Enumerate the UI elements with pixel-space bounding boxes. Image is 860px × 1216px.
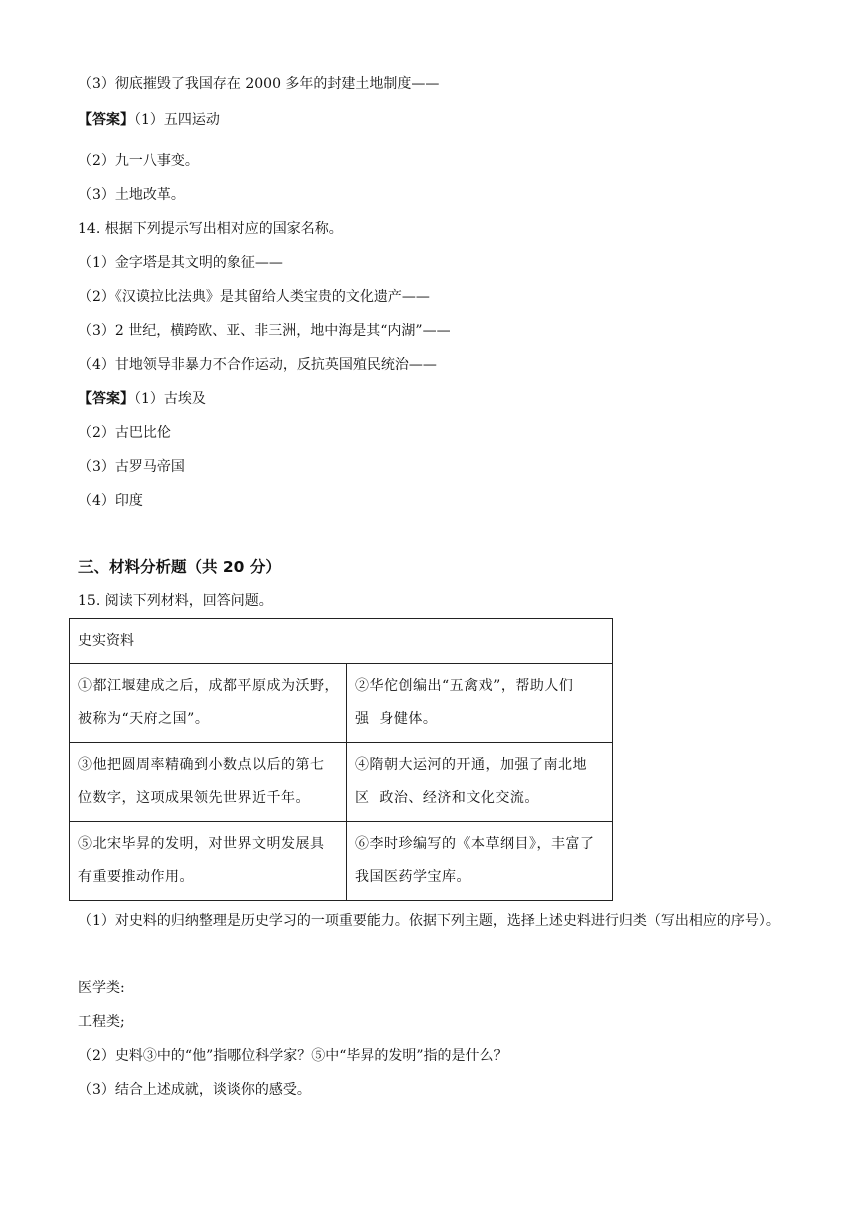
q14-answer-line [78,389,206,409]
q13-answer-line [78,110,220,130]
q15-stem: 15. 阅读下列材料，回答问题。 [78,593,273,609]
table-header-row [70,619,613,664]
cell-line: 强 身健体。 [355,711,438,727]
table-header: 史实资料 [70,619,613,664]
answer-tag: 【答案】 [78,391,134,407]
answer-tag: 【答案】 [78,112,134,128]
q15-engineering: 工程类; [78,1014,125,1030]
q14-item4: （4）甘地领导非暴力不合作运动，反抗英国殖民统治—— [78,357,437,373]
q13-answer1: （1）五四运动 [134,112,220,128]
table-cell [70,743,347,822]
cell-line: 被称为“天府之国”。 [78,711,210,727]
cell-line: ⑥李时珍编写的《本草纲目》，丰富了 [355,836,595,852]
q14-item3: （3）2 世纪，横跨欧、亚、非三洲，地中海是其“内湖”—— [78,323,451,339]
q15-sub2: （2）史料③中的“他”指哪位科学家？⑤中“毕昇的发明”指的是什么？ [78,1048,508,1064]
q15-sub3: （3）结合上述成就，谈谈你的感受。 [78,1082,311,1098]
cell-line: ④隋朝大运河的开通，加强了南北地 [355,757,587,773]
table-row [70,743,613,822]
q13-answer3: （3）土地改革。 [78,187,185,203]
table-cell [347,743,613,822]
q13-item3: （3）彻底摧毁了我国存在 2000 多年的封建土地制度—— [78,76,440,92]
cell-line: 位数字，这项成果领先世界近千年。 [78,790,310,806]
cell-line: ②华佗创编出“五禽戏”，帮助人们 [355,678,574,694]
table-row [70,822,613,901]
q14-answer3: （3）古罗马帝国 [78,459,185,475]
q14-item1: （1）金字塔是其文明的象征—— [78,255,283,271]
table-cell [347,822,613,901]
table-cell [347,664,613,743]
q14-answer4: （4）印度 [78,493,143,509]
cell-line: 区 政治、经济和文化交流。 [355,790,539,806]
table-cell [70,822,347,901]
q14-stem: 14. 根据下列提示写出相对应的国家名称。 [78,221,343,237]
cell-line: 有重要推动作用。 [78,869,194,885]
q15-sub1: （1）对史料的归纳整理是历史学习的一项重要能力。依据下列主题，选择上述史料进行归类（写出相应的序号）。 [78,913,780,929]
cell-line: ⑤北宋毕昇的发明，对世界文明发展具 [78,836,325,852]
q14-answer1: （1）古埃及 [134,391,206,407]
cell-line: 我国医药学宝库。 [355,869,471,885]
q14-item2: （2）《汉谟拉比法典》是其留给人类宝贵的文化遗产—— [78,289,430,305]
cell-line: ③他把圆周率精确到小数点以后的第七 [78,757,325,773]
table-row [70,664,613,743]
historical-materials-table [69,618,613,901]
q14-answer2: （2）古巴比伦 [78,425,171,441]
q13-answer2: （2）九一八事变。 [78,153,199,169]
table-cell [70,664,347,743]
q15-medical: 医学类: [78,980,125,996]
section-title: 三、材料分析题（共 20 分） [78,558,281,576]
cell-line: ①都江堰建成之后，成都平原成为沃野， [78,678,339,694]
